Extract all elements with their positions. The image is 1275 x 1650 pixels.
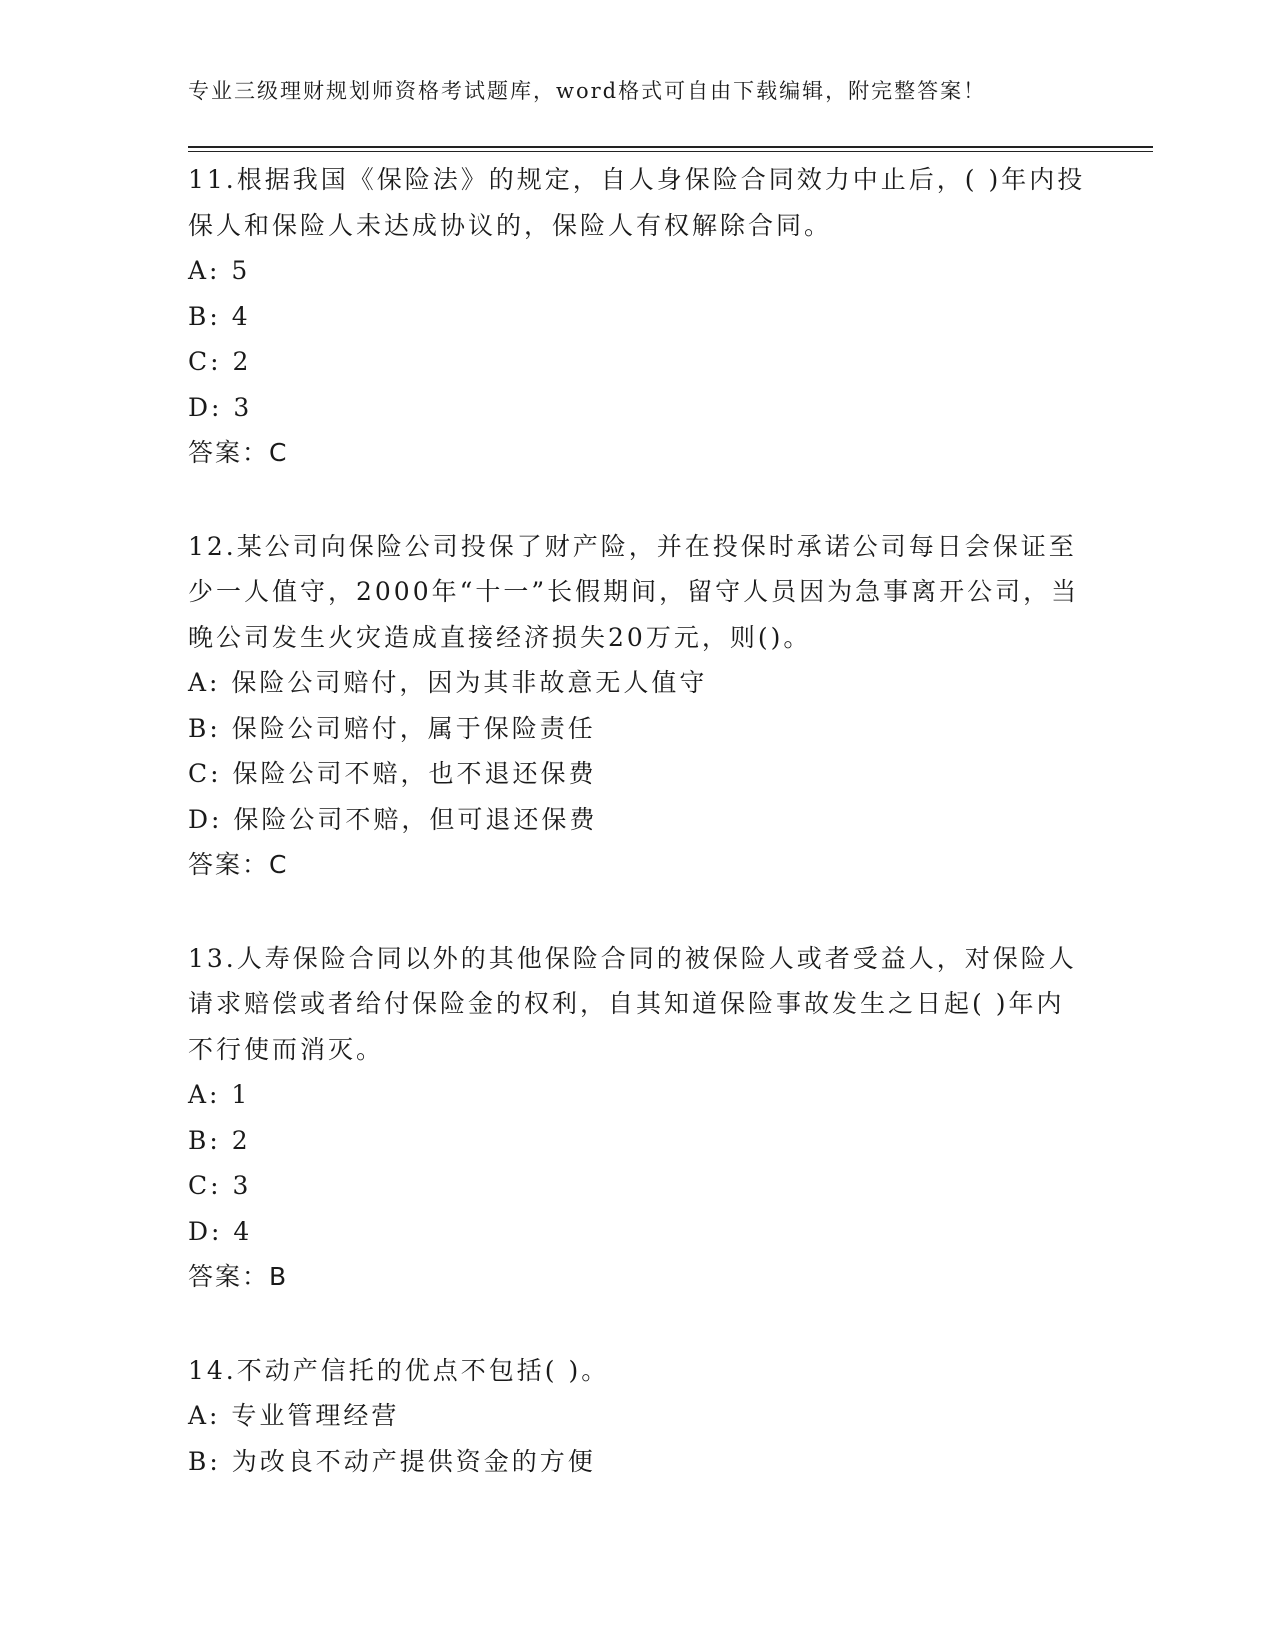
option-a: A: 5 — [188, 256, 251, 285]
question-11 — [188, 157, 1088, 476]
answer: 答案：C — [188, 850, 289, 879]
option-c: C: 保险公司不赔，也不退还保费 — [188, 759, 597, 788]
header-rule — [188, 146, 1153, 148]
option-b: B: 保险公司赔付，属于保险责任 — [188, 713, 596, 743]
question-text: 11.根据我国《保险法》的规定，自人身保险合同效力中止后，( )年内投保人和保险人未达成协议的，保险人有权解除合同。 — [188, 165, 1086, 240]
option-c: C: 3 — [188, 1171, 252, 1200]
option-d: D: 3 — [188, 392, 253, 422]
question-13 — [188, 936, 1088, 1300]
page-header: 专业三级理财规划师资格考试题库，word格式可自由下载编辑，附完整答案！ — [188, 79, 987, 103]
option-a: A: 专业管理经营 — [188, 1401, 400, 1430]
option-b: B: 2 — [188, 1125, 251, 1155]
question-text: 12.某公司向保险公司投保了财产险，并在投保时承诺公司每日会保证至少一人值守，2000年“十一”长假期间，留守人员因为急事离开公司，当晚公司发生火灾造成直接经济损失20万元，则()。 — [188, 531, 1080, 652]
option-a: A: 1 — [188, 1080, 251, 1109]
question-list — [188, 157, 1088, 1532]
option-b: B: 4 — [188, 301, 251, 331]
question-12 — [188, 524, 1088, 888]
question-14 — [188, 1348, 1088, 1485]
question-text: 13.人寿保险合同以外的其他保险合同的被保险人或者受益人，对保险人请求赔偿或者给付保险金的权利，自其知道保险事故发生之日起( )年内不行使而消灭。 — [188, 943, 1077, 1064]
option-b: B: 为改良不动产提供资金的方便 — [188, 1446, 596, 1476]
answer: 答案：B — [188, 1262, 289, 1291]
option-c: C: 2 — [188, 347, 252, 376]
question-text: 14.不动产信托的优点不包括( )。 — [188, 1355, 610, 1385]
option-d: D: 4 — [188, 1216, 253, 1246]
answer: 答案：C — [188, 438, 289, 467]
header-rule-thin — [188, 151, 1153, 152]
option-d: D: 保险公司不赔，但可退还保费 — [188, 804, 598, 834]
option-a: A: 保险公司赔付，因为其非故意无人值守 — [188, 668, 708, 697]
